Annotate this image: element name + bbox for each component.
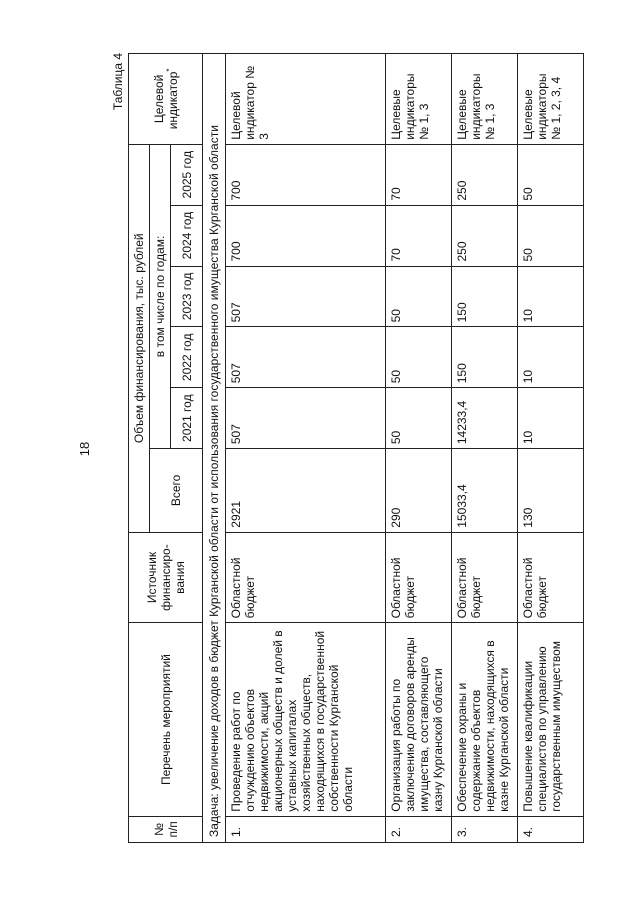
row-2022: 150: [452, 327, 518, 388]
header-number: № п/п: [129, 816, 203, 842]
row-2023: 507: [226, 266, 386, 327]
header-year: 2021 год: [171, 388, 203, 449]
row-total: 130: [518, 449, 584, 533]
row-indicator: Целевой индикатор № 3: [226, 54, 386, 145]
row-indicator: Целевые индикаторы № 1, 3: [386, 54, 452, 145]
row-2022: 10: [518, 327, 584, 388]
row-2025: 70: [386, 144, 452, 205]
header-year: 2025 год: [171, 144, 203, 205]
row-2025: 700: [226, 144, 386, 205]
row-number: 2.: [386, 816, 452, 842]
row-total: 290: [386, 449, 452, 533]
row-2021: 507: [226, 388, 386, 449]
table-row: [518, 54, 584, 843]
page-number: 18: [77, 441, 92, 457]
task-text: Задача: увеличение доходов в бюджет Курганской области от использования государственного имущества Курганской области: [203, 54, 226, 843]
header-year: 2022 год: [171, 327, 203, 388]
rotated-page-content: [110, 53, 620, 843]
row-2024: 50: [518, 205, 584, 266]
row-2025: 250: [452, 144, 518, 205]
row-activity: Проведение работ по отчуждению объектов недвижимости, акций акционерных обществ и долей в уставных капиталах хозяйственных обществ, находящихся в государственной собственности Курганской области: [226, 623, 386, 816]
table-row: [386, 54, 452, 843]
row-2023: 10: [518, 266, 584, 327]
row-2024: 70: [386, 205, 452, 266]
row-total: 15033,4: [452, 449, 518, 533]
row-2024: 700: [226, 205, 386, 266]
header-activities: Перечень мероприятий: [129, 623, 203, 816]
row-source: Областной бюджет: [518, 532, 584, 623]
row-2021: 14233,4: [452, 388, 518, 449]
row-2025: 50: [518, 144, 584, 205]
row-2024: 250: [452, 205, 518, 266]
table-number: Таблица 4: [111, 53, 125, 111]
row-total: 2921: [226, 449, 386, 533]
row-source: Областной бюджет: [386, 532, 452, 623]
header-source: Источник финансиро-вания: [129, 532, 203, 623]
header-by-years: в том числе по годам:: [150, 144, 171, 448]
row-2022: 507: [226, 327, 386, 388]
table-row: [452, 54, 518, 843]
row-source: Областной бюджет: [226, 532, 386, 623]
header-year: 2023 год: [171, 266, 203, 327]
row-source: Областной бюджет: [452, 532, 518, 623]
row-2021: 10: [518, 388, 584, 449]
header-total: Всего: [150, 449, 203, 533]
row-2023: 50: [386, 266, 452, 327]
row-2021: 50: [386, 388, 452, 449]
row-number: 3.: [452, 816, 518, 842]
row-2023: 150: [452, 266, 518, 327]
row-indicator: Целевые индикаторы № 1, 3: [452, 54, 518, 145]
row-activity: Обеспечение охраны и содержание объектов недвижимости, находящихся в казне Курганской области: [452, 623, 518, 816]
header-year: 2024 год: [171, 205, 203, 266]
indicator-footnote-mark: *: [164, 68, 174, 72]
row-indicator: Целевые индикаторы № 1, 2, 3, 4: [518, 54, 584, 145]
task-row: [203, 54, 226, 843]
table-row: [226, 54, 386, 843]
row-activity: Повышение квалификации специалистов по управлению государственным имуществом: [518, 623, 584, 816]
financing-table: [128, 53, 584, 843]
header-indicator: Целевой индикатор*: [129, 54, 203, 145]
row-2022: 50: [386, 327, 452, 388]
row-activity: Организация работы по заключению договоров аренды имущества, составляющего казну Курганской области: [386, 623, 452, 816]
row-number: 4.: [518, 816, 584, 842]
header-volume: Объем финансирования, тыс. рублей: [129, 144, 150, 532]
row-number: 1.: [226, 816, 386, 842]
